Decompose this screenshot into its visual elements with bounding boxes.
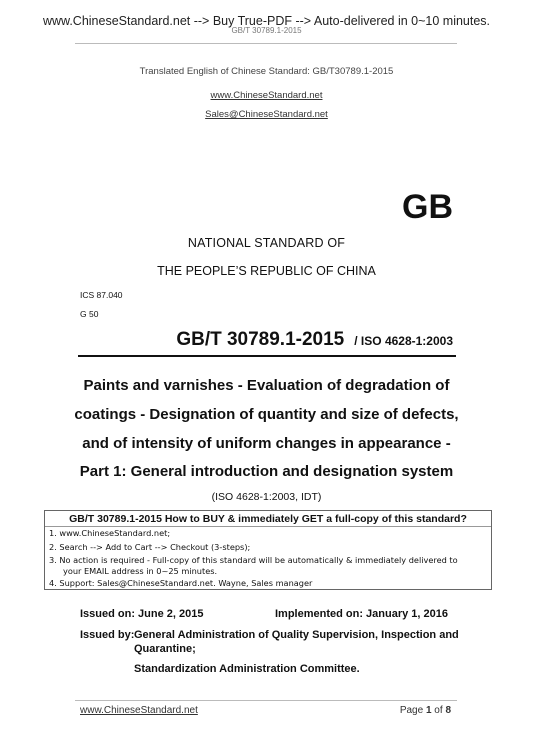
g-code: G 50 [80, 309, 99, 319]
gb-logo: GB [402, 188, 453, 226]
purchase-info-box [44, 510, 492, 590]
purchase-step-4: 4. Support: Sales@ChineseStandard.net. Wayne, Sales manager [49, 578, 313, 588]
page-total: 8 [445, 705, 451, 716]
purchase-step-2: 2. Search --> Add to Cart --> Checkout (3-steps); [49, 542, 251, 552]
title-line-1: Paints and varnishes - Evaluation of degradation of [83, 377, 450, 394]
page-current: 1 [425, 705, 432, 716]
national-standard-line: NATIONAL STANDARD OF [187, 236, 346, 250]
title-line-2: coatings - Designation of quantity and size of defects, [74, 406, 459, 423]
top-banner[interactable]: www.ChineseStandard.net --> Buy True-PDF --> Auto-delivered in 0~10 minutes. [42, 14, 491, 28]
page-of: of [431, 705, 446, 716]
issued-by-line-3: Standardization Administration Committee. [134, 663, 360, 675]
footer-site-link[interactable]: www.ChineseStandard.net [80, 705, 198, 716]
translated-note: Translated English of Chinese Standard: GB/T30789.1-2015 [139, 66, 394, 77]
iso-number: / ISO 4628-1:2003 [354, 334, 453, 348]
purchase-step-3: 3. No action is required - Full-copy of this standard will be automatically & immediately delivered to [49, 555, 458, 565]
email-link[interactable]: Sales@ChineseStandard.net [205, 109, 328, 120]
site-link[interactable]: www.ChineseStandard.net [210, 90, 323, 101]
page-indicator [400, 705, 451, 716]
title-line-3: and of intensity of uniform changes in appearance - [82, 435, 451, 452]
purchase-heading: GB/T 30789.1-2015 How to BUY & immediately GET a full-copy of this standard? [69, 513, 467, 525]
header-divider [75, 43, 457, 44]
issued-by-line-2: Quarantine; [134, 643, 196, 655]
standard-number-block [176, 329, 453, 351]
site-link-wrapper [0, 85, 533, 103]
purchase-step-1[interactable]: 1. www.ChineseStandard.net; [49, 528, 171, 538]
page-prefix: Page [399, 705, 426, 716]
email-link-wrapper [0, 104, 533, 122]
footer-divider [75, 700, 457, 701]
iso-reference: (ISO 4628-1:2003, IDT) [211, 491, 322, 503]
header-standard-code: GB/T 30789.1-2015 [231, 26, 302, 35]
purchase-step-3-cont: your EMAIL address in 0~25 minutes. [63, 566, 218, 576]
title-line-4: Part 1: General introduction and designation system [79, 463, 454, 480]
issued-by-label: Issued by: [80, 629, 135, 641]
issued-date: Issued on: June 2, 2015 [80, 608, 204, 620]
issued-by-line-1: General Administration of Quality Supervision, Inspection and [134, 629, 459, 641]
purchase-divider [45, 526, 491, 527]
standard-number: GB/T 30789.1-2015 [176, 329, 345, 350]
ics-code: ICS 87.040 [80, 290, 123, 300]
title-rule [78, 355, 456, 357]
republic-line: THE PEOPLE’S REPUBLIC OF CHINA [157, 264, 376, 278]
implemented-date: Implemented on: January 1, 2016 [275, 608, 449, 620]
